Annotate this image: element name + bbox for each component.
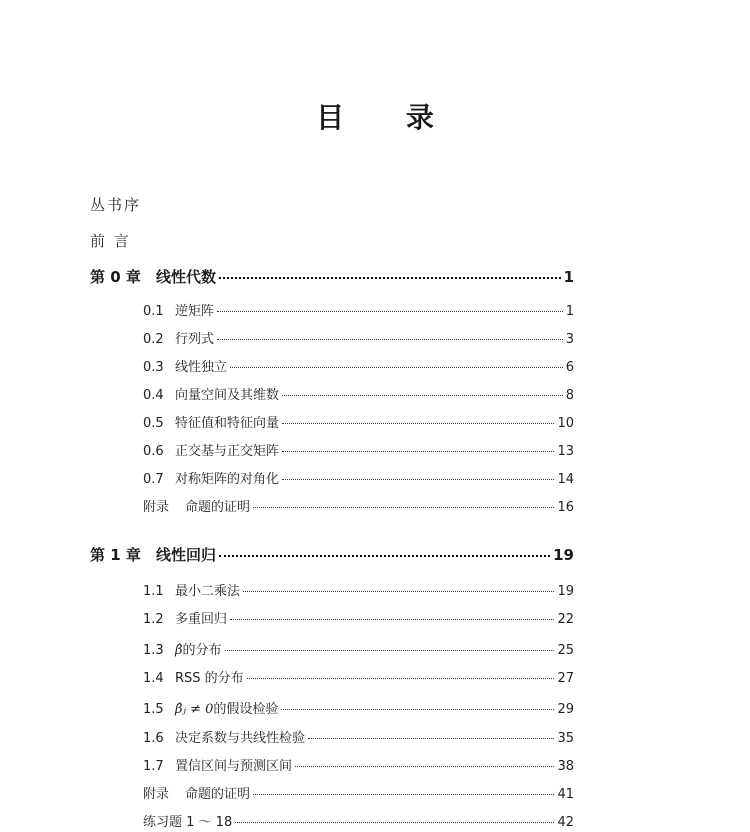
section-title: RSS 的分布 — [175, 671, 244, 686]
section-number: 1.5 — [143, 702, 164, 717]
section-page: 6 — [565, 360, 574, 375]
toc-section-0-appendix[interactable] — [143, 496, 574, 515]
toc-section-1-2[interactable] — [143, 608, 574, 627]
section-title: 命题的证明 — [185, 500, 251, 515]
dot-leader — [281, 709, 554, 710]
toc-section-0-7[interactable] — [143, 468, 574, 487]
toc-section-0-6[interactable] — [143, 440, 574, 459]
toc-section-1-1[interactable] — [143, 580, 574, 599]
beta-hat-symbol: β̂ — [175, 643, 183, 658]
dot-leader — [230, 367, 563, 368]
dot-leader — [282, 451, 554, 452]
section-page: 3 — [565, 332, 574, 347]
section-title: 命题的证明 — [185, 787, 251, 802]
section-title: 行列式 — [175, 332, 215, 347]
toc-section-1-exercises[interactable] — [143, 811, 574, 830]
section-number: 0.1 — [143, 304, 164, 319]
dot-leader — [225, 650, 555, 651]
section-page: 38 — [557, 759, 574, 774]
section-page: 29 — [557, 702, 574, 717]
section-title: 置信区间与预测区间 — [175, 759, 293, 774]
front-matter-preface-series[interactable]: 丛书序 — [90, 196, 142, 214]
section-title: 的分布 — [182, 643, 222, 658]
section-page: 41 — [557, 787, 574, 802]
section-title: 向量空间及其维数 — [175, 388, 280, 403]
toc-section-1-7[interactable] — [143, 755, 574, 774]
section-page: 14 — [557, 472, 574, 487]
section-title: 决定系数与共线性检验 — [175, 731, 306, 746]
front-matter-foreword[interactable]: 前 言 — [90, 232, 131, 250]
section-title: 的假设检验 — [213, 702, 279, 717]
dot-leader — [253, 507, 554, 508]
dot-leader — [295, 766, 554, 767]
dot-leader — [217, 339, 563, 340]
chapter-page: 19 — [553, 546, 574, 564]
section-number: 0.4 — [143, 388, 164, 403]
toc-section-0-1[interactable] — [143, 300, 574, 319]
toc-section-1-appendix[interactable] — [143, 783, 574, 802]
toc-section-1-4[interactable] — [143, 667, 574, 686]
chapter-number: 第 1 章 — [90, 546, 141, 564]
chapter-title: 线性代数 — [156, 268, 217, 286]
section-title: 练习题 1 ～ 18 — [143, 815, 233, 830]
dot-leader — [247, 678, 555, 679]
section-title: 对称矩阵的对角化 — [175, 472, 280, 487]
toc-section-0-5[interactable] — [143, 412, 574, 431]
section-page: 25 — [557, 643, 574, 658]
section-number: 1.6 — [143, 731, 164, 746]
section-number: 1.3 — [143, 643, 164, 658]
section-page: 22 — [557, 612, 574, 627]
section-number: 0.6 — [143, 444, 164, 459]
toc-chapter-1[interactable] — [90, 544, 574, 565]
dot-leader — [282, 395, 563, 396]
section-page: 10 — [557, 416, 574, 431]
dot-leader — [243, 591, 554, 592]
section-page: 35 — [557, 731, 574, 746]
dot-leader — [219, 555, 550, 557]
chapter-page: 1 — [563, 268, 574, 286]
section-number: 1.4 — [143, 671, 164, 686]
section-title: 逆矩阵 — [175, 304, 215, 319]
section-title: 正交基与正交矩阵 — [175, 444, 280, 459]
section-page: 27 — [557, 671, 574, 686]
toc-section-1-6[interactable] — [143, 727, 574, 746]
dot-leader — [219, 277, 561, 279]
section-title: 最小二乘法 — [175, 584, 241, 599]
section-number: 0.3 — [143, 360, 164, 375]
dot-leader — [230, 619, 554, 620]
toc-section-0-2[interactable] — [143, 328, 574, 347]
toc-section-0-4[interactable] — [143, 384, 574, 403]
section-number: 附录 — [143, 500, 170, 515]
section-number: 1.1 — [143, 584, 164, 599]
toc-section-1-3[interactable] — [143, 639, 574, 658]
chapter-title: 线性回归 — [156, 546, 217, 564]
section-page: 42 — [557, 815, 574, 830]
section-title: 多重回归 — [175, 612, 228, 627]
chapter-number: 第 0 章 — [90, 268, 141, 286]
dot-leader — [282, 423, 554, 424]
section-page: 1 — [565, 304, 574, 319]
section-page: 19 — [557, 584, 574, 599]
dot-leader — [308, 738, 554, 739]
section-number: 1.7 — [143, 759, 164, 774]
toc-section-1-5[interactable] — [143, 698, 574, 717]
section-title: 线性独立 — [175, 360, 228, 375]
toc-section-0-3[interactable] — [143, 356, 574, 375]
dot-leader — [217, 311, 563, 312]
section-page: 16 — [557, 500, 574, 515]
section-page: 8 — [565, 388, 574, 403]
dot-leader — [253, 794, 554, 795]
section-number: 0.2 — [143, 332, 164, 347]
beta-j-neq-zero-symbol: β̂ⱼ ≠ 0 — [175, 702, 214, 717]
section-number: 附录 — [143, 787, 170, 802]
toc-chapter-0[interactable] — [90, 266, 574, 287]
section-number: 0.7 — [143, 472, 164, 487]
section-page: 13 — [557, 444, 574, 459]
dot-leader — [282, 479, 554, 480]
section-title: 特征值和特征向量 — [175, 416, 280, 431]
dot-leader — [235, 822, 554, 823]
section-number: 0.5 — [143, 416, 164, 431]
section-number: 1.2 — [143, 612, 164, 627]
page-title: 目 录 — [316, 101, 460, 134]
